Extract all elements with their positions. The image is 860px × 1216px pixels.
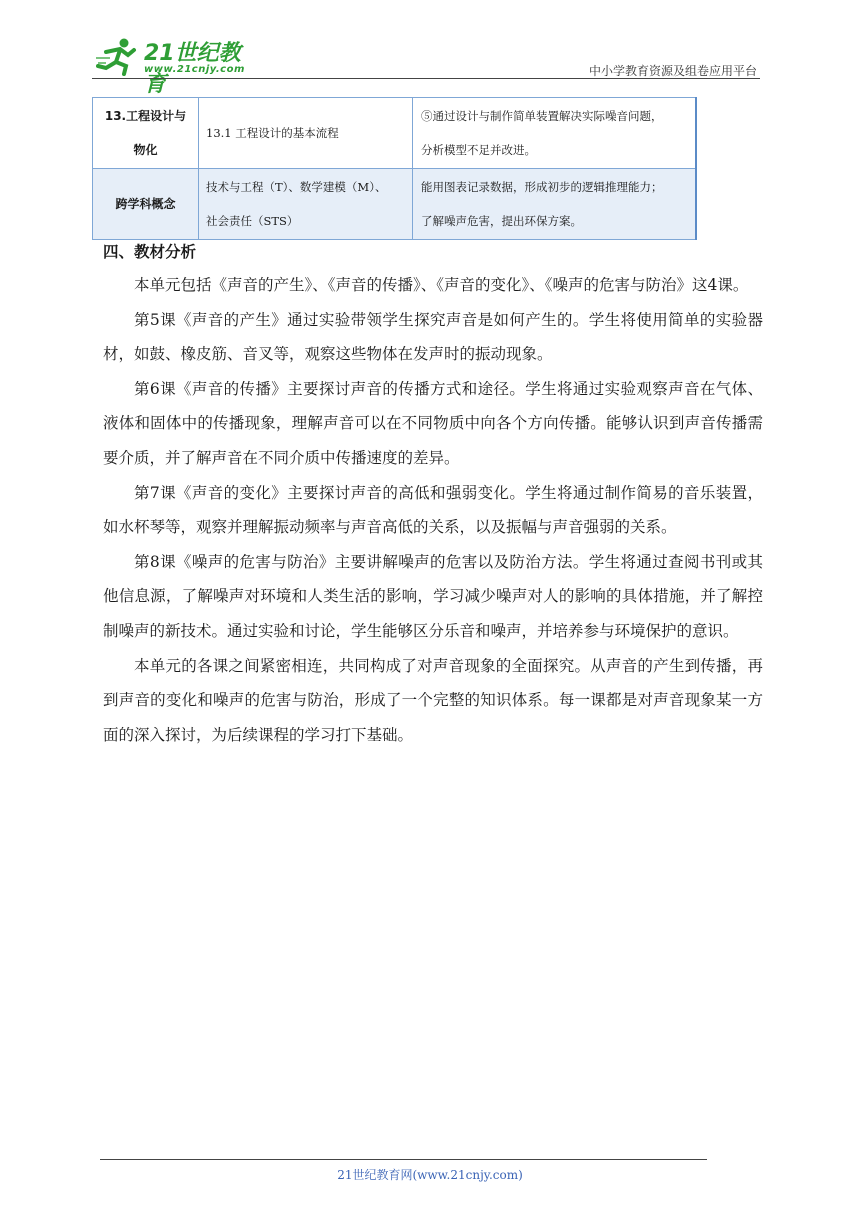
paragraph: 第7课《声音的变化》主要探讨声音的高低和强弱变化。学生将通过制作简易的音乐装置，如水杯琴等，观察并理解振动频率与声音高低的关系，以及振幅与声音强弱的关系。 [103, 483, 763, 537]
table-cell-content [199, 169, 413, 240]
cell-line: 13.1 工程设计的基本流程 [206, 126, 339, 140]
table-row [93, 169, 697, 240]
cell-line: 了解噪声危害，提出环保方案。 [421, 214, 582, 228]
page-header [92, 30, 759, 97]
cell-line: 跨学科概念 [115, 197, 176, 211]
paragraph: 本单元的各课之间紧密相连，共同构成了对声音现象的全面探究。从声音的产生到传播，再到声音的变化和噪声的危害与防治，形成了一个完整的知识体系。每一课都是对声音现象某一方面的深入探讨，为后续课程的学习打下基础。 [103, 656, 763, 744]
cell-line: 分析模型不足并改进。 [421, 143, 536, 157]
section-title: 四、教材分析 [103, 243, 197, 261]
runner-logo-icon [96, 36, 140, 76]
platform-title: 中小学教育资源及组卷应用平台 [588, 64, 757, 78]
table-cell-topic [93, 98, 199, 169]
footer-divider [100, 1159, 707, 1160]
header-divider [92, 78, 760, 79]
paragraph: 第5课《声音的产生》通过实验带领学生探究声音是如何产生的。学生将使用简单的实验器材，如鼓、橡皮筋、音叉等，观察这些物体在发声时的振动现象。 [103, 310, 763, 364]
table-cell-content [199, 98, 413, 169]
cell-line: 13.工程设计与 [104, 109, 187, 123]
logo[interactable] [92, 30, 262, 97]
cell-line: 能用图表记录数据，形成初步的逻辑推理能力； [421, 180, 663, 194]
cell-line: 技术与工程（T）、数学建模（M）、 [206, 180, 387, 194]
analysis-body [103, 268, 763, 752]
cell-line: ⑤通过设计与制作简单装置解决实际噪音问题， [421, 109, 663, 123]
table-cell-requirement [413, 98, 697, 169]
curriculum-standards-table [92, 97, 697, 240]
table-row [93, 98, 697, 169]
logo-url: www.21cnjy.com [144, 64, 245, 75]
cell-line: 社会责任（STS） [206, 214, 299, 228]
table-cell-topic [93, 169, 199, 240]
cell-line: 物化 [133, 143, 158, 157]
paragraph: 本单元包括《声音的产生》、《声音的传播》、《声音的变化》、《噪声的危害与防治》这4课。 [134, 276, 749, 294]
footer-link[interactable]: 21世纪教育网(www.21cnjy.com) [337, 1168, 523, 1182]
paragraph: 第8课《噪声的危害与防治》主要讲解噪声的危害以及防治方法。学生将通过查阅书刊或其他信息源，了解噪声对环境和人类生活的影响，学习减少噪声对人的影响的具体措施，并了解控制噪声的新技术。通过实验和讨论，学生能够区分乐音和噪声，并培养参与环境保护的意识。 [103, 552, 763, 640]
paragraph: 第6课《声音的传播》主要探讨声音的传播方式和途径。学生将通过实验观察声音在气体、液体和固体中的传播现象，理解声音可以在不同物质中向各个方向传播。能够认识到声音传播需要介质，并了解声音在不同介质中传播速度的差异。 [103, 379, 763, 467]
table-cell-requirement [413, 169, 697, 240]
logo-text: 21世纪教育 [144, 41, 241, 97]
